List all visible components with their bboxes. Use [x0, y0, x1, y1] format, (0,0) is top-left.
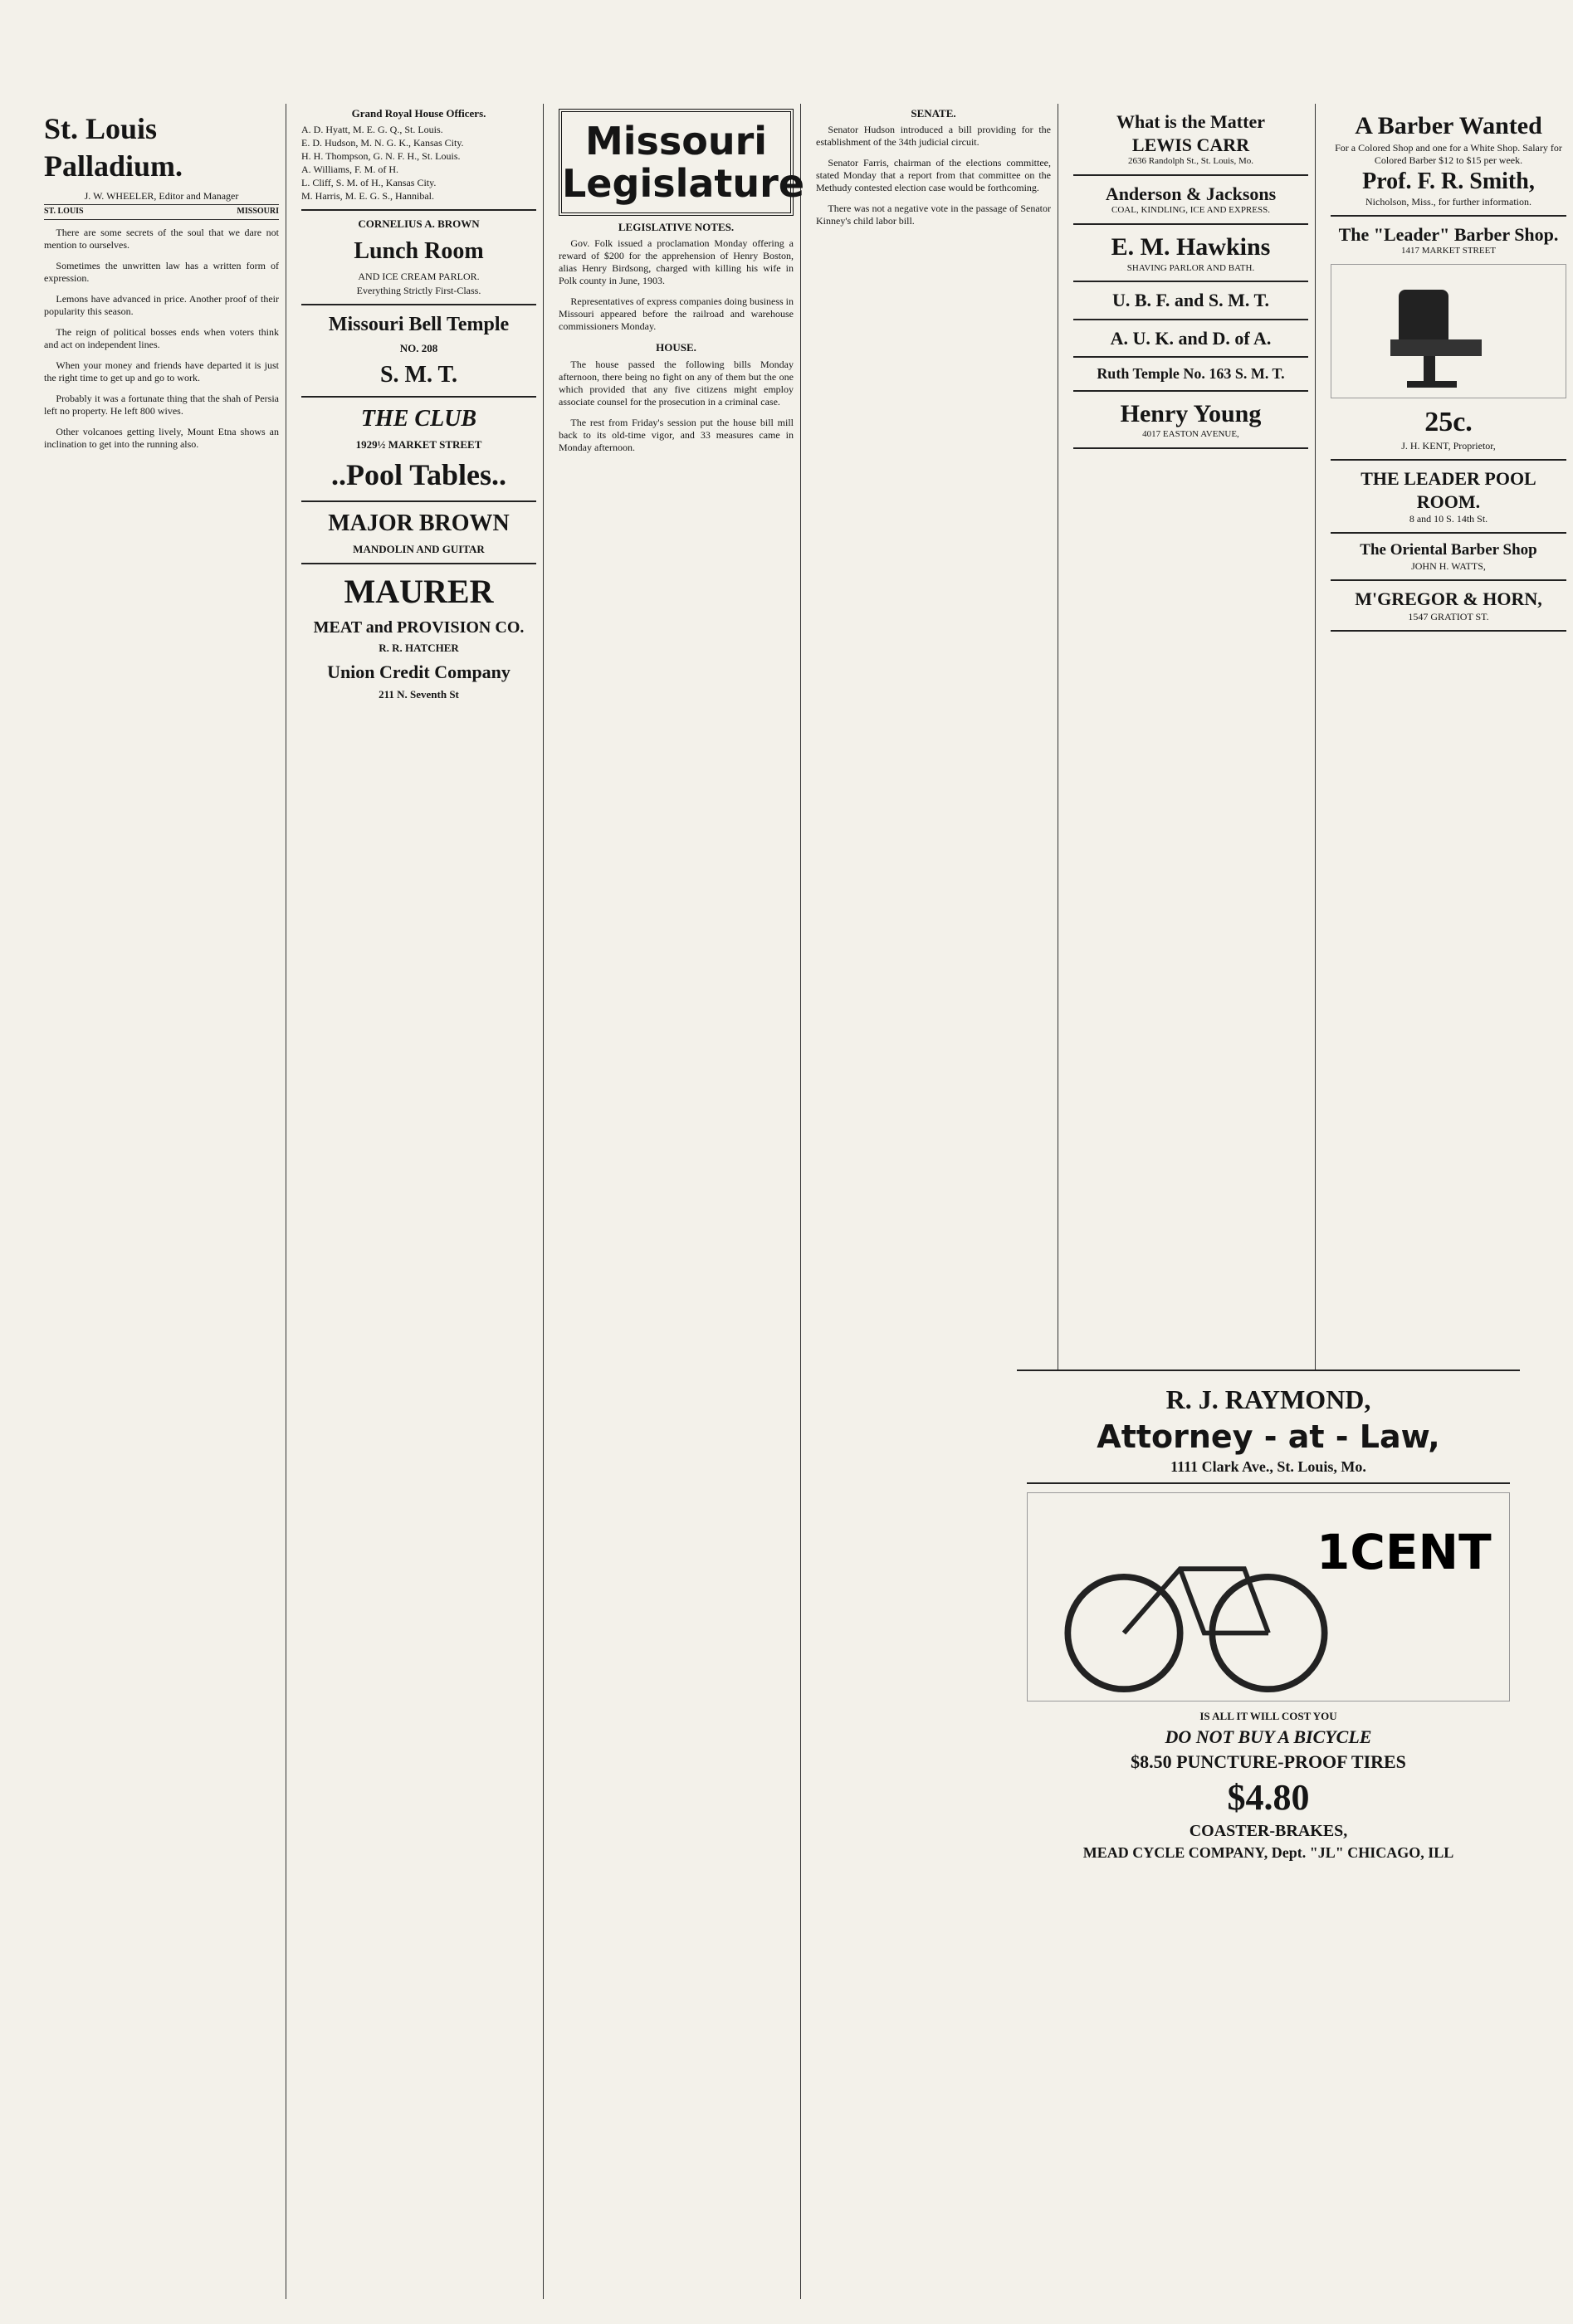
paragraph: When your money and friends have departed it is just the right time to get up and go to work.	[44, 359, 279, 383]
mcgregor-address: 1547 GRATIOT ST.	[1408, 610, 1489, 622]
young-name: Henry Young	[1120, 399, 1262, 427]
temple-no: NO. 208	[399, 341, 438, 354]
ad-mcgregor	[1331, 581, 1566, 632]
temple-title: Missouri Bell Temple	[328, 313, 510, 335]
senate-head: SENATE.	[911, 107, 956, 120]
ad-oriental	[1331, 534, 1566, 581]
paragraph: The reign of political bosses ends when voters think and act on independent lines.	[44, 325, 279, 350]
attorney-title: Attorney - at - Law,	[1097, 1418, 1440, 1455]
paragraph: Representatives of express companies doing business in Missouri appeared before the railroad and warehouse commissioners Monday.	[559, 295, 794, 333]
ad-anderson	[1073, 176, 1308, 225]
lodge-title: Grand Royal House Officers.	[351, 107, 486, 120]
hawkins-name: E. M. Hawkins	[1111, 233, 1271, 261]
ad-ubf	[1073, 282, 1308, 320]
nobike: DO NOT BUY A BICYCLE	[1165, 1726, 1372, 1747]
place-city: ST. LOUIS	[44, 207, 84, 216]
paragraph: Probably it was a fortunate thing that the shah of Persia left no property. He left 800 wives.	[44, 392, 279, 417]
ad-leader-barber	[1331, 217, 1566, 461]
column-palladium	[37, 104, 286, 2299]
pool-address: 8 and 10 S. 14th St.	[1409, 513, 1488, 525]
pool-tables: ..Pool Tables..	[330, 458, 507, 491]
place-line	[44, 204, 279, 220]
divider	[301, 396, 536, 398]
pool-title: THE LEADER POOL ROOM.	[1360, 468, 1536, 512]
auk-title: A. U. K. and D. of A.	[1110, 327, 1272, 349]
ad-barber-wanted	[1331, 104, 1566, 217]
mead: MEAD CYCLE COMPANY, Dept. "JL" CHICAGO, ILL	[1082, 1844, 1454, 1861]
ad-leader-pool	[1331, 461, 1566, 534]
paragraph: Other volcanoes getting lively, Mount Etna shows an inclination to get into the running also.	[44, 425, 279, 450]
lunch-room-title: Lunch Room	[354, 237, 484, 264]
wide-ad-block	[1017, 1370, 1520, 2299]
ad-young	[1073, 392, 1308, 449]
oriental-title: The Oriental Barber Shop	[1360, 541, 1537, 559]
smith-address: Nicholson, Miss., for further information.	[1365, 195, 1531, 208]
house-head: HOUSE.	[656, 341, 696, 354]
kent-line: J. H. KENT, Proprietor,	[1401, 440, 1496, 452]
club-title: THE CLUB	[360, 405, 477, 432]
ad-ruth	[1073, 358, 1308, 392]
mandolin: MANDOLIN AND GUITAR	[353, 543, 485, 555]
paragraph: There was not a negative vote in the passage of Senator Kinney's child labor bill.	[816, 203, 1051, 227]
tires-title: $8.50 PUNCTURE-PROOF TIRES	[1131, 1751, 1406, 1772]
legislature-title-box	[559, 109, 805, 216]
bicycle-icon	[1027, 1492, 1510, 1702]
raymond-name: R. J. RAYMOND,	[1165, 1384, 1371, 1414]
coaster: COASTER-BRAKES,	[1189, 1822, 1348, 1840]
divider	[301, 500, 536, 502]
officer: A. D. Hyatt, M. E. G. Q., St. Louis.	[301, 124, 443, 136]
paragraph: Senator Farris, chairman of the elections committee, stated Monday that a report from that committee on the Methudy contested election case would be forthcoming.	[816, 157, 1051, 194]
masthead: St. Louis Palladium.	[44, 112, 183, 183]
divider	[301, 209, 536, 211]
major-brown: MAJOR BROWN	[328, 510, 510, 536]
carr-name: LEWIS CARR	[1131, 134, 1250, 155]
paragraph: Gov. Folk issued a proclamation Monday offering a reward of $200 for the apprehension of Henry Boston, alias Henry Birdsong, charged with killing his wife in Polk county in June, 1903.	[559, 237, 794, 287]
shave-price: 25c.	[1424, 406, 1473, 437]
column-ads-1	[295, 104, 544, 2299]
divider	[301, 304, 536, 305]
ad-carr	[1073, 104, 1308, 176]
hatcher: R. R. HATCHER	[379, 642, 459, 655]
cent-text: 1CENT	[1317, 1524, 1492, 1581]
divider	[1027, 1482, 1510, 1484]
matter-title: What is the Matter	[1116, 111, 1265, 132]
officer: E. D. Hudson, M. N. G. K., Kansas City.	[301, 137, 464, 149]
ad-hawkins	[1073, 225, 1308, 282]
carr-address: 2636 Randolph St., St. Louis, Mo.	[1128, 156, 1253, 166]
mcgregor-title: M'GREGOR & HORN,	[1355, 588, 1542, 609]
club-address: 1929½ MARKET STREET	[355, 437, 482, 451]
union-credit: Union Credit Company	[327, 661, 510, 682]
notes-head: LEGISLATIVE NOTES.	[618, 221, 735, 234]
officer: M. Harris, M. E. G. S., Hannibal.	[301, 190, 434, 203]
paragraph: Senator Hudson introduced a bill providing for the establishment of the 34th judicial circuit.	[816, 124, 1051, 149]
temple-org: S. M. T.	[379, 361, 458, 388]
officer: L. Cliff, S. M. of H., Kansas City.	[301, 177, 437, 189]
cent-sub: IS ALL IT WILL COST YOU	[1199, 1710, 1337, 1722]
editor-line: J. W. WHEELER, Editor and Manager	[84, 190, 239, 202]
union-address: 211 N. Seventh St	[379, 688, 459, 701]
paragraph: Sometimes the unwritten law has a written form of expression.	[44, 259, 279, 284]
ad-auk	[1073, 320, 1308, 359]
maurer: MAURER	[344, 573, 494, 611]
young-address: 4017 EASTON AVENUE,	[1142, 429, 1239, 440]
place-state: MISSOURI	[237, 207, 279, 216]
divider	[301, 563, 536, 564]
paragraph: Lemons have advanced in price. Another proof of their popularity this season.	[44, 292, 279, 317]
legislature-title-2: Legislature	[562, 160, 805, 206]
paragraph: The rest from Friday's session put the house bill mill back to its old-time vigor, and 33 measures came in Monday afternoon.	[559, 416, 794, 453]
leader-address: 1417 MARKET STREET	[1400, 246, 1497, 256]
hawkins-sub: SHAVING PARLOR AND BATH.	[1126, 262, 1255, 273]
officer: A. Williams, F. M. of H.	[301, 164, 399, 176]
officer-list	[301, 124, 536, 203]
maurer-sub: MEAT and PROVISION CO.	[313, 618, 525, 637]
lunch-room-sub: AND ICE CREAM PARLOR.	[358, 270, 480, 282]
barber-body: For a Colored Shop and one for a White Shop. Salary for Colored Barber $12 to $15 per week.	[1335, 141, 1562, 166]
ubf-title: U. B. F. and S. M. T.	[1111, 290, 1270, 311]
barber-title: A Barber Wanted	[1355, 112, 1542, 139]
officer: H. H. Thompson, G. N. F. H., St. Louis.	[301, 150, 461, 163]
paragraph: The house passed the following bills Monday afternoon, there being no fight on any of them but the one which provided that any five citizens might employ associate counsel for the prosecution in a criminal case.	[559, 358, 794, 408]
paragraph: There are some secrets of the soul that we dare not mention to ourselves.	[44, 226, 279, 251]
smith-name: Prof. F. R. Smith,	[1362, 168, 1535, 194]
lunch-room-foot: Everything Strictly First-Class.	[356, 284, 481, 296]
anderson-line: COAL, KINDLING, ICE AND EXPRESS.	[1111, 205, 1270, 216]
anderson-name: Anderson & Jacksons	[1105, 183, 1277, 204]
tires-price: $4.80	[1227, 1777, 1310, 1818]
barber-chair-icon	[1331, 264, 1566, 398]
brown-name: CORNELIUS A. BROWN	[358, 217, 480, 231]
ruth-title: Ruth Temple No. 163 S. M. T.	[1097, 365, 1285, 383]
leader-title: The "Leader" Barber Shop.	[1338, 223, 1559, 245]
legislature-title-1: Missouri	[584, 119, 768, 164]
watts-name: JOHN H. WATTS,	[1411, 560, 1486, 572]
column-legislature	[552, 104, 805, 2299]
raymond-address: 1111 Clark Ave., St. Louis, Mo.	[1170, 1458, 1366, 1475]
